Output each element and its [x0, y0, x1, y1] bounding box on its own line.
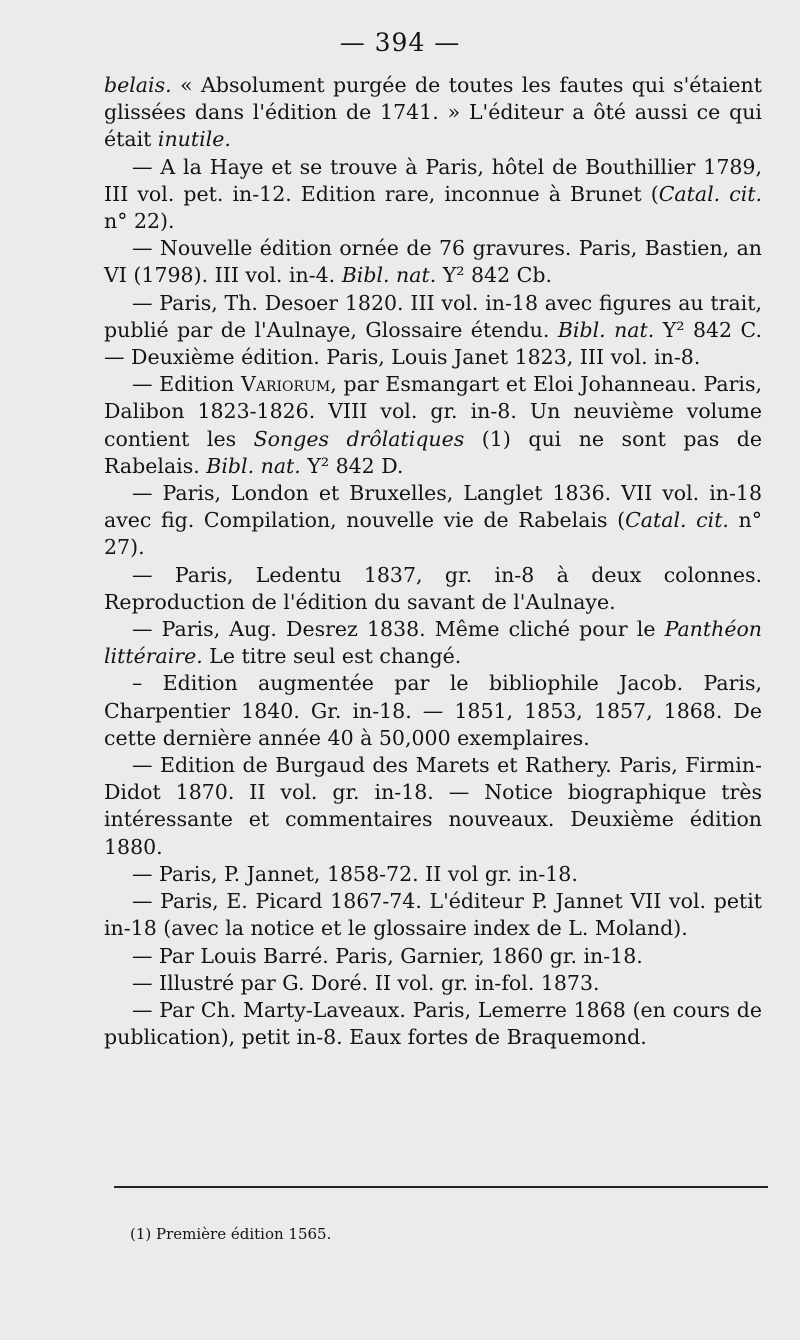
text-span: — Paris, P. Jannet, 1858-72. II vol gr. in-18. [132, 861, 578, 886]
paragraph [104, 154, 762, 236]
paragraph [104, 72, 762, 154]
paragraph [104, 670, 762, 752]
text-span: — Paris, E. Picard 1867-74. L'éditeur P. Jannet VII vol. petit in-18 (avec la notice et le glossaire index de L. Moland). [104, 889, 762, 941]
text-span: Y² 842 C. — Deuxième édition. Paris, Louis Janet 1823, III vol. in-8. [104, 317, 763, 370]
text-span: Panthéon littéraire. [104, 617, 762, 669]
paragraph [104, 562, 762, 616]
paragraph [104, 861, 762, 888]
text-span: , par Esmangart et Eloi Johanneau. Paris, Dalibon 1823-1826. VIII vol. gr. in-8. Un neuvième volume contient les [104, 372, 762, 451]
text-span: — Edition [132, 372, 242, 397]
footnote-divider [114, 1186, 768, 1188]
text-span: Songes drôlatiques [253, 426, 465, 451]
text-span: « Absolument purgée de toutes les fautes qui s'étaient glissées dans l'édition de 1741. » L'éditeur a ôté aussi ce qui était [104, 73, 762, 152]
page-number: — 394 — [339, 28, 461, 57]
text-span: Le titre seul est changé. [202, 644, 462, 669]
text-span: n° 27). [104, 508, 762, 560]
text-span: Bibl. nat. [341, 263, 437, 288]
text-span: — Paris, Aug. Desrez 1838. Même cliché pour le [132, 617, 665, 642]
text-span: n° 22). [104, 209, 175, 234]
paragraph [104, 752, 762, 861]
paragraph [104, 290, 762, 372]
paragraph [104, 371, 762, 480]
text-span: — Paris, Th. Desoer 1820. III vol. in-18 avec figures au trait, publié par de l'Aulnaye, Glossaire étendu. [104, 290, 762, 342]
paragraph [104, 970, 762, 997]
text-span: (1) qui ne sont pas de Rabelais. [104, 426, 762, 478]
paragraph [104, 616, 762, 670]
text-span: belais. [104, 73, 172, 97]
text-span: Catal. cit. [658, 181, 763, 206]
text-span: — Paris, London et Bruxelles, Langlet 1836. VII vol. in-18 avec fig. Compilation, nouvelle vie de Rabelais ( [104, 481, 762, 533]
footnote: (1) Première édition 1565. [130, 1225, 332, 1243]
text-span: — Nouvelle édition ornée de 76 gravures. Paris, Bastien, an VI (1798). III vol. in-4. [104, 236, 762, 288]
paragraph [104, 943, 762, 970]
text-span: — Par Louis Barré. Paris, Garnier, 1860 gr. in-18. [132, 943, 643, 968]
body-text [104, 72, 762, 1051]
text-span: Y² 842 Cb. [436, 263, 552, 288]
text-span: Catal. cit. [625, 508, 729, 533]
text-span: Variorum [241, 372, 331, 397]
paragraph [104, 480, 762, 562]
text-span: Y² 842 D. [300, 453, 404, 478]
text-span: Bibl. nat. [206, 453, 301, 478]
paragraph [104, 235, 762, 289]
text-span: Bibl. nat. [557, 317, 655, 342]
text-span: inutile. [157, 127, 231, 152]
text-span: — A la Haye et se trouve à Paris, hôtel de Bouthillier 1789, III vol. pet. in-12. Edition rare, inconnue à Brunet ( [104, 154, 762, 206]
paragraph [104, 997, 762, 1051]
text-span: — Paris, Ledentu 1837, gr. in-8 à deux colonnes. Reproduction de l'édition du savant de l'Aulnaye. [104, 562, 762, 614]
text-span: — Illustré par G. Doré. II vol. gr. in-fol. 1873. [132, 970, 600, 995]
text-span: — Edition de Burgaud des Marets et Rathery. Paris, Firmin-Didot 1870. II vol. gr. in-18. — Notice biographique très intéressante et commentaires nouveaux. Deuxième édition 1880. [104, 753, 762, 859]
paragraph [104, 888, 762, 942]
text-span: — Par Ch. Marty-Laveaux. Paris, Lemerre 1868 (en cours de publication), petit in-8. Eaux fortes de Braquemond. [104, 997, 762, 1050]
text-span: – Edition augmentée par le bibliophile Jacob. Paris, Charpentier 1840. Gr. in-18. — 1851, 1853, 1857, 1868. De cette dernière année 40 à 50,000 exemplaires. [104, 671, 762, 750]
